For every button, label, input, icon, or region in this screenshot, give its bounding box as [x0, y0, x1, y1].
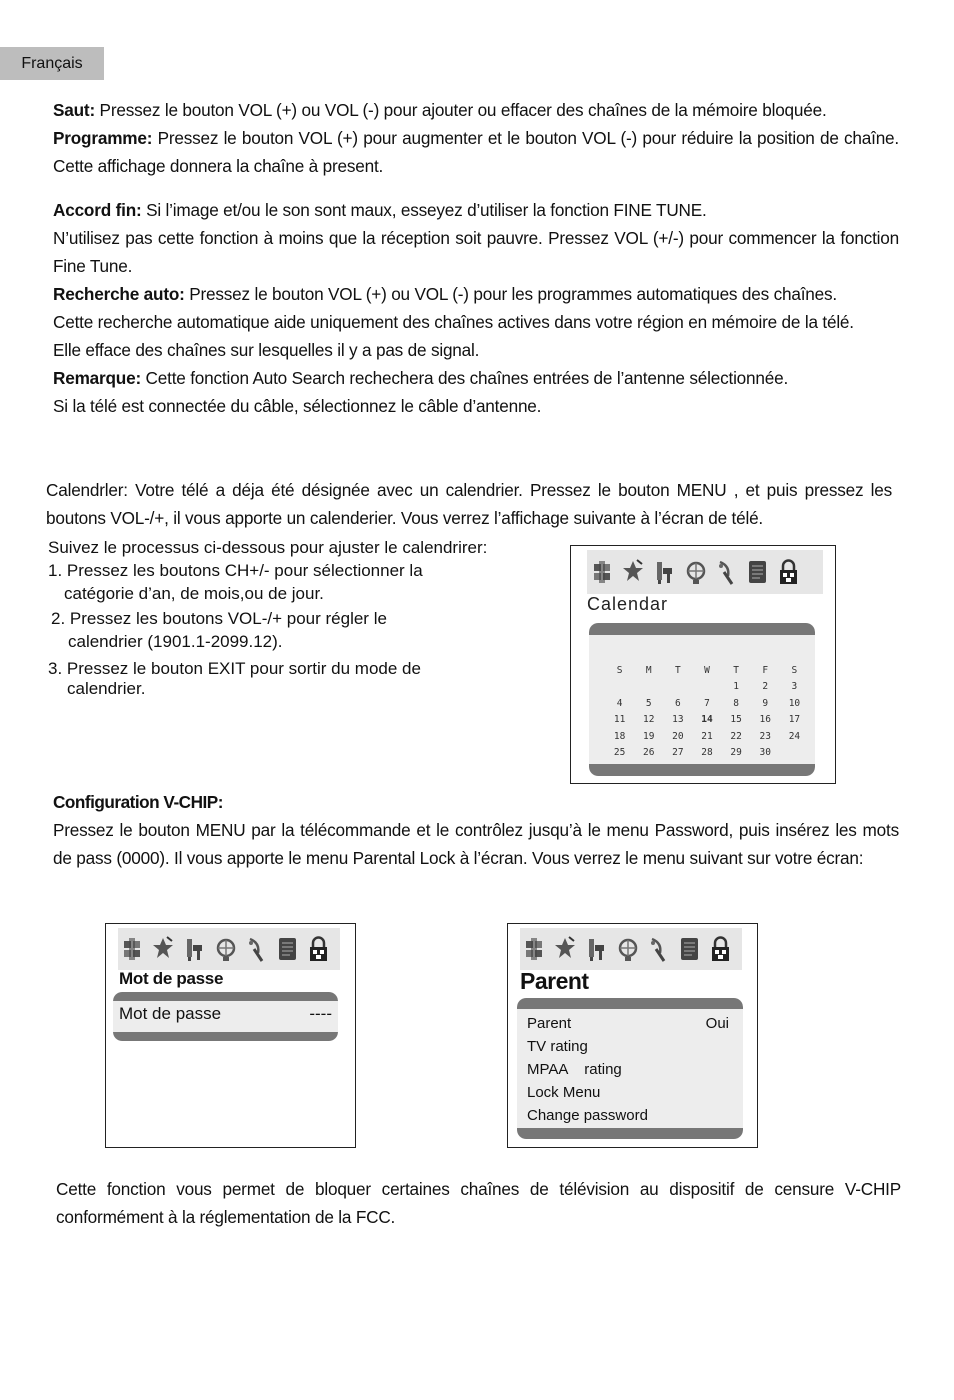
- calendar-week-row: [605, 745, 809, 761]
- calendar-day[interactable]: 4: [616, 697, 623, 709]
- panel-bottom-bar: [517, 1128, 743, 1139]
- calendar-icon-bar: [587, 550, 823, 594]
- calendar-day[interactable]: 28: [701, 746, 713, 758]
- lock-icon[interactable]: [308, 935, 329, 963]
- setup-icon[interactable]: [586, 935, 607, 963]
- tuning-block: [53, 196, 899, 420]
- calendar-steps: [48, 536, 518, 697]
- step-2a: 2. Pressez les boutons VOL-/+ pour régler le: [51, 609, 387, 628]
- vchip-heading: Configuration V-CHIP:: [53, 792, 223, 812]
- password-title: Mot de passe: [119, 969, 224, 988]
- panel-top-bar: [113, 992, 338, 1001]
- parent-title: Parent: [520, 968, 589, 994]
- calendar-day[interactable]: 8: [733, 697, 739, 709]
- calendar-day[interactable]: 27: [672, 746, 684, 758]
- steps-intro: Suivez le processus ci-dessous pour ajuster le calendrirer:: [48, 538, 488, 557]
- calendar-day[interactable]: 14: [701, 714, 713, 726]
- calendar-week-row: [605, 679, 809, 695]
- calendar-week-row: [605, 712, 809, 728]
- recherche-text-3: Elle efface des chaînes sur lesquelles il y a pas de signal.: [53, 340, 480, 360]
- picture-icon[interactable]: [122, 935, 143, 963]
- step-1b: catégorie d’an, de mois,ou de jour.: [64, 584, 324, 603]
- parent-menu-item[interactable]: [527, 1104, 729, 1127]
- calendar-weekday: M: [645, 665, 652, 676]
- parent-icon-bar: [520, 928, 742, 970]
- globe-icon[interactable]: [617, 935, 638, 963]
- calendar-day[interactable]: [663, 679, 692, 695]
- password-screen: [105, 923, 356, 1148]
- setup-icon[interactable]: [184, 935, 205, 963]
- antenna-icon[interactable]: [716, 558, 737, 586]
- calendar-weekday: T: [674, 665, 681, 676]
- picture-icon[interactable]: [592, 558, 613, 586]
- calendar-weekday: T: [733, 665, 739, 676]
- sound-icon[interactable]: [153, 935, 174, 963]
- calendar-day[interactable]: [605, 679, 634, 695]
- calendar-text: : Votre télé a déja été désignée avec un calendrier. Pressez le bouton MENU , et puis pressez les boutons VOL-/+, il vous apporte un calenderier. Vous verrez l’affichage suivante à l’écran de télé.: [46, 480, 892, 528]
- calendar-day[interactable]: 18: [613, 730, 626, 742]
- document-icon[interactable]: [747, 558, 768, 586]
- calendar-day[interactable]: 15: [730, 714, 742, 726]
- recherche-label: Recherche auto:: [53, 284, 185, 304]
- step-2b: calendrier (1901.1-2099.12).: [68, 632, 283, 651]
- calendar-day[interactable]: 30: [759, 746, 771, 758]
- menu-item-value: Oui: [705, 1015, 729, 1032]
- lock-icon[interactable]: [778, 558, 799, 586]
- calendar-day[interactable]: 22: [730, 730, 742, 742]
- password-panel: [113, 992, 338, 1041]
- panel-top-bar: [517, 998, 743, 1009]
- programme-text: Pressez le bouton VOL (+) pour augmenter et le bouton VOL (-) pour réduire la position de chaîne. Cette affichage donnera la chaîne à present.: [53, 128, 899, 176]
- language-tab: Français: [0, 47, 104, 80]
- calendar-day[interactable]: 12: [642, 714, 655, 726]
- calendar-day[interactable]: 24: [788, 730, 801, 742]
- menu-item-label: TV rating: [527, 1038, 588, 1055]
- panel-top-bar: [589, 623, 815, 635]
- remarque-text: Cette fonction Auto Search rechechera des chaînes entrées de l’antenne sélectionnée.: [140, 368, 789, 388]
- calendar-title: Calendar: [587, 594, 669, 614]
- calendar-day[interactable]: 7: [704, 697, 710, 709]
- calendar-day[interactable]: 1: [733, 681, 739, 693]
- recherche-text-2: Cette recherche automatique aide uniquement des chaînes actives dans votre région en mémoire de la télé.: [53, 312, 854, 332]
- calendar-day[interactable]: 23: [759, 730, 771, 742]
- saut-text: Pressez le bouton VOL (+) ou VOL (-) pour ajouter ou effacer des chaînes de la mémoire bloquée.: [94, 100, 827, 120]
- calendar-day[interactable]: 16: [759, 714, 771, 726]
- calendar-day[interactable]: 3: [791, 681, 798, 693]
- parent-menu-item[interactable]: [527, 1081, 729, 1104]
- footer-block: [56, 1175, 901, 1231]
- calendar-day[interactable]: 20: [672, 730, 684, 742]
- parent-menu-item[interactable]: [527, 1012, 729, 1035]
- vchip-text: Pressez le bouton MENU par la télécommande et le contrôlez jusqu’à le menu Password, puis insérez les mots de pass (0000). Il vous apporte le menu Parental Lock à l’écran. Vous verrez le menu suivant sur votre écran:: [53, 820, 899, 868]
- calendar-day[interactable]: 25: [613, 746, 626, 758]
- calendar-panel: [589, 623, 815, 776]
- globe-icon[interactable]: [685, 558, 706, 586]
- remarque-text-2: Si la télé est connectée du câble, sélectionnez le câble d’antenne.: [53, 396, 542, 416]
- calendar-grid: [605, 663, 809, 761]
- calendar-day[interactable]: 21: [701, 730, 713, 742]
- calendar-label: Calendrler: [46, 480, 124, 500]
- calendar-day[interactable]: 13: [672, 714, 684, 726]
- setup-icon[interactable]: [654, 558, 675, 586]
- calendar-day[interactable]: 10: [788, 697, 801, 709]
- menu-item-label: Lock Menu: [527, 1084, 601, 1101]
- parent-screen: [507, 923, 758, 1148]
- lock-icon[interactable]: [710, 935, 731, 963]
- menu-item-label: MPAA rating: [527, 1061, 622, 1078]
- accord-label: Accord fin:: [53, 200, 142, 220]
- globe-icon[interactable]: [215, 935, 236, 963]
- password-icon-bar: [118, 928, 340, 970]
- panel-bottom-bar: [113, 1032, 338, 1041]
- calendar-day[interactable]: 11: [613, 714, 626, 726]
- calendar-day[interactable]: 9: [762, 697, 769, 709]
- vchip-block: [53, 788, 899, 872]
- calendar-day[interactable]: [780, 745, 809, 761]
- calendar-day[interactable]: 5: [645, 697, 652, 709]
- step-3b: calendrier.: [67, 679, 146, 698]
- calendar-day[interactable]: [692, 679, 721, 695]
- calendar-day[interactable]: 6: [674, 697, 681, 709]
- calendar-day[interactable]: 17: [788, 714, 801, 726]
- document-icon[interactable]: [679, 935, 700, 963]
- accord-text-2: N’utilisez pas cette fonction à moins que la réception soit pauvre. Pressez VOL (+/-) pour commencer la fonction Fine Tune.: [53, 228, 899, 276]
- calendar-weekday: F: [762, 665, 769, 676]
- recherche-text: Pressez le bouton VOL (+) ou VOL (-) pour les programmes automatiques des chaînes.: [184, 284, 837, 304]
- calendar-screen: [570, 545, 836, 784]
- calendar-week-row: [605, 696, 809, 712]
- parent-menu-item[interactable]: [527, 1035, 729, 1058]
- footer-text: Cette fonction vous permet de bloquer certaines chaînes de télévision au dispositif de censure V-CHIP conformément à la réglementation de la FCC.: [56, 1179, 901, 1227]
- password-field[interactable]: [119, 1002, 332, 1026]
- remarque-label: Remarque:: [53, 368, 141, 388]
- programme-label: Programme:: [53, 128, 153, 148]
- sound-icon[interactable]: [623, 558, 644, 586]
- antenna-icon[interactable]: [648, 935, 669, 963]
- panel-bottom-bar: [589, 764, 815, 776]
- calendar-week-row: [605, 729, 809, 745]
- calendar-day[interactable]: 19: [642, 730, 655, 742]
- step-1a: 1. Pressez les boutons CH+/- pour sélectionner la: [48, 561, 423, 580]
- accord-text: Si l’image et/ou le son sont maux, esseyez d’utiliser la fonction FINE TUNE.: [141, 200, 707, 220]
- menu-item-label: Change password: [527, 1107, 648, 1124]
- menu-item-label: Parent: [527, 1015, 572, 1032]
- saut-label: Saut:: [53, 100, 95, 120]
- intro-block: [53, 96, 899, 180]
- sound-icon[interactable]: [555, 935, 576, 963]
- calendar-weekday: W: [704, 665, 710, 676]
- parent-menu-item[interactable]: [527, 1058, 729, 1081]
- password-field-value: ----: [309, 1004, 332, 1023]
- antenna-icon[interactable]: [246, 935, 267, 963]
- calendar-day[interactable]: [634, 679, 663, 695]
- parent-panel: [517, 998, 743, 1139]
- calendar-weekday-row: [605, 663, 809, 679]
- calendar-day[interactable]: 29: [730, 746, 742, 758]
- document-icon[interactable]: [277, 935, 298, 963]
- calendar-intro: [46, 476, 892, 532]
- calendar-weekday: S: [616, 665, 623, 676]
- step-3a: 3. Pressez le bouton EXIT pour sortir du mode de: [48, 659, 421, 678]
- password-field-label: Mot de passe: [119, 1004, 222, 1023]
- picture-icon[interactable]: [524, 935, 545, 963]
- calendar-day[interactable]: 26: [642, 746, 655, 758]
- calendar-day[interactable]: 2: [762, 681, 769, 693]
- calendar-weekday: S: [791, 665, 798, 676]
